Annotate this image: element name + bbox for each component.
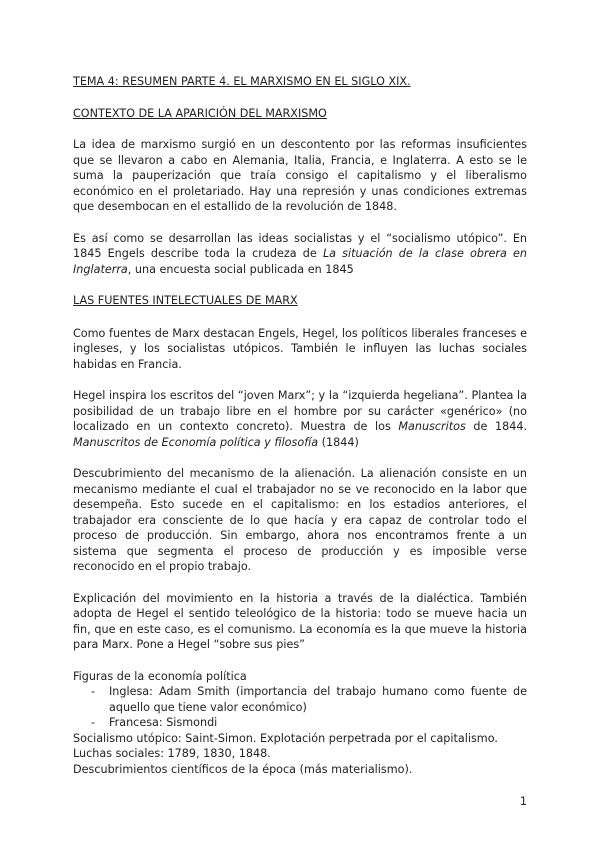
paragraph-sources-1: Como fuentes de Marx destacan Engels, Hegel, los políticos liberales franceses e ingleses, y los socialistas utópicos. También le influyen las luchas sociales habidas en Francia. — [73, 326, 527, 371]
list-item — [73, 684, 527, 715]
paragraph-text: , una encuesta social publicada en 1845 — [127, 262, 354, 276]
work-title: Manuscritos — [398, 420, 466, 433]
paragraph-hegel — [73, 388, 527, 450]
document-page — [73, 74, 527, 777]
bullet-dash: - — [91, 685, 96, 698]
list-item-text: Inglesa: Adam Smith (importancia del trabajo humano como fuente de aquello que tiene valor económico) — [109, 685, 527, 714]
paragraph-text: Hegel inspira los escritos del “joven Marx”; y la “izquierda hegeliana”. Plantea la posibilidad de un trabajo libre en el hombre por su carácter «genérico» (no localizado en un contexto concreto). Muestra de los — [73, 389, 527, 433]
paragraph-text: de 1844. — [465, 420, 528, 433]
paragraph-text: Es así como se desarrollan las ideas socialistas y el “socialismo utópico”. En 1845 Engels describe toda la crudeza de — [73, 231, 527, 260]
figures-list — [73, 684, 527, 731]
line-utopic-socialism: Socialismo utópico: Saint-Simon. Explotación perpetrada por el capitalismo. — [73, 731, 498, 745]
paragraph-alienation: Descubrimiento del mecanismo de la alienación. La alienación consiste en un mecanismo mediante el cual el trabajador no se ve reconocido en la labor que desempeña. Esto sucede en el capitalismo: en los estadios anteriores, el trabajador era consciente de lo que hacía y era capaz de controlar todo el proceso de producción. Sin embargo, ahora nos encontramos frente a un sistema que segmenta el proceso de producción y es imposible verse reconocido en el propio trabajo. — [73, 467, 527, 573]
list-item — [73, 715, 527, 731]
paragraph-dialectics: Explicación del movimiento en la historia a través de la dialéctica. También adopta de Hegel el sentido teleológico de la historia: todo se mueve hacia un fin, que en este caso, es el comunismo. La economía es la que mueve la historia para Marx. Pone a Hegel “sobre sus pies” — [73, 591, 527, 651]
book-title: La situación de la clase obrera en Inglaterra — [73, 247, 527, 276]
bullet-dash: - — [91, 716, 96, 729]
work-title: Manuscritos de Economía política y filosofía — [73, 435, 319, 449]
figures-heading: Figuras de la economía política — [73, 669, 247, 683]
page-number: 1 — [519, 795, 527, 808]
line-scientific-discoveries: Descubrimientos científicos de la época (más materialismo). — [73, 762, 413, 776]
paragraph-context-1: La idea de marxismo surgió en un descontento por las reformas insuficientes que se llevaron a cabo en Alemania, Italia, Francia, e Inglaterra. A esto se le suma la pauperización que traía consigo el capitalismo y el liberalismo económico en el proletariado. Hay una represión y unas condiciones extremas que desembocan en el estallido de la revolución de 1848. — [73, 138, 527, 213]
section-heading-context: CONTEXTO DE LA APARICIÓN DEL MARXISMO — [73, 106, 327, 120]
paragraph-context-2 — [73, 231, 527, 278]
section-heading-sources: LAS FUENTES INTELECTUALES DE MARX — [73, 294, 298, 307]
list-item-text: Francesa: Sismondi — [109, 716, 218, 729]
document-title: TEMA 4: RESUMEN PARTE 4. EL MARXISMO EN EL SIGLO XIX. — [73, 75, 411, 88]
paragraph-text: (1844) — [318, 435, 359, 449]
line-social-struggles: Luchas sociales: 1789, 1830, 1848. — [73, 747, 271, 760]
